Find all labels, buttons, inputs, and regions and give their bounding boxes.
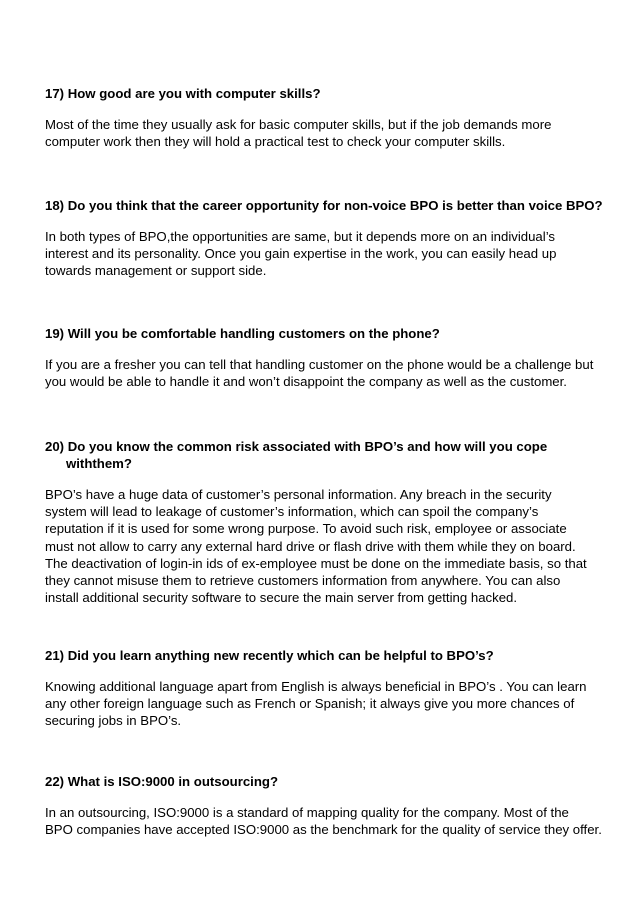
- answer-19: [45, 356, 605, 390]
- qa-item-22: [45, 773, 605, 838]
- answer-line: If you are a fresher you can tell that handling customer on the phone would be a challenge but: [45, 357, 594, 372]
- answer-line: any other foreign language such as French or Spanish; it always give you more chances of: [45, 696, 575, 712]
- answer-line: towards management or support side.: [45, 263, 267, 279]
- answer-17: [45, 116, 605, 150]
- qa-item-21: [45, 647, 605, 730]
- answer-21: [45, 678, 605, 730]
- answer-line: must not allow to carry any external hard drive or flash drive with them while they on board.: [45, 538, 576, 554]
- answer-line: Knowing additional language apart from English is always beneficial in BPO’s . You can learn: [45, 679, 587, 694]
- answer-line: you would be able to handle it and won’t disappoint the company as well as the customer.: [45, 374, 567, 390]
- qa-item-18: [45, 197, 605, 280]
- answer-line: BPO’s have a huge data of customer’s personal information. Any breach in the security: [45, 487, 552, 502]
- answer-line: BPO companies have accepted ISO:9000 as the benchmark for the quality of service they offer.: [45, 822, 602, 838]
- answer-line: In an outsourcing, ISO:9000 is a standard of mapping quality for the company. Most of the: [45, 805, 569, 820]
- answer-line: system will lead to leakage of customer’s information, which can spoil the company’s: [45, 504, 539, 520]
- answer-line: they cannot misuse them to retrieve customers information from anywhere. You can also: [45, 573, 561, 589]
- answer-line: Most of the time they usually ask for basic computer skills, but if the job demands more: [45, 117, 552, 132]
- answer-20: [45, 486, 605, 606]
- question-21: 21) Did you learn anything new recently which can be helpful to BPO’s?: [45, 648, 494, 663]
- answer-line: install additional security software to secure the main server from getting hacked.: [45, 590, 518, 606]
- qa-item-17: [45, 85, 605, 150]
- question-20-continuation: withthem?: [66, 456, 132, 471]
- answer-line: In both types of BPO,the opportunities are same, but it depends more on an individual’s: [45, 229, 555, 244]
- question-20: [45, 438, 605, 472]
- question-19: 19) Will you be comfortable handling customers on the phone?: [45, 326, 440, 341]
- answer-22: [45, 804, 605, 838]
- question-18: 18) Do you think that the career opportunity for non-voice BPO is better than voice BPO?: [45, 198, 603, 213]
- answer-line: reputation if it is used for some wrong purpose. To avoid such risk, employee or associate: [45, 521, 567, 537]
- question-22: 22) What is ISO:9000 in outsourcing?: [45, 774, 279, 789]
- question-20-line: 20) Do you know the common risk associated with BPO’s and how will you cope: [45, 439, 548, 454]
- answer-line: The deactivation of login-in ids of ex-employee must be done on the immediate basis, so that: [45, 555, 587, 571]
- qa-item-19: [45, 325, 605, 390]
- answer-line: computer work then they will hold a practical test to check your computer skills.: [45, 134, 506, 150]
- question-17: 17) How good are you with computer skills?: [45, 86, 321, 101]
- answer-line: securing jobs in BPO’s.: [45, 713, 182, 729]
- answer-18: [45, 228, 605, 280]
- answer-line: interest and its personality. Once you gain expertise in the work, you can easily head up: [45, 246, 557, 262]
- qa-item-20: [45, 438, 605, 606]
